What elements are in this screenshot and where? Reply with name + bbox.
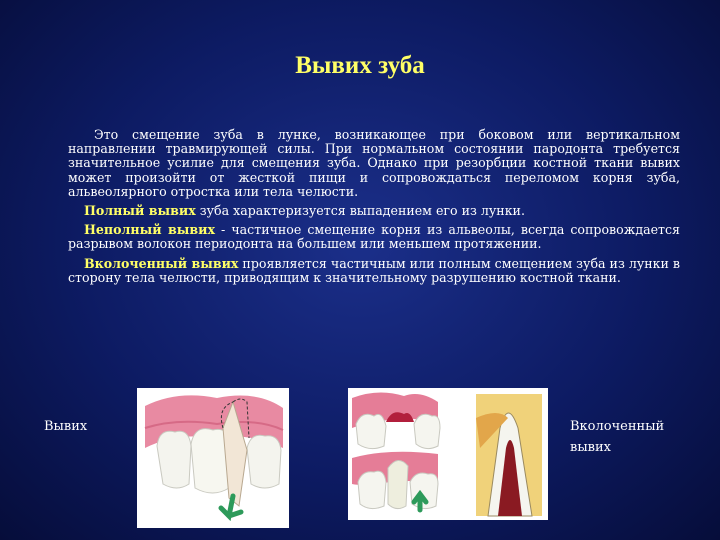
impacted-dislocation-term: Вколоченный вывих: [84, 255, 239, 271]
intro-paragraph: Это смещение зуба в лунке, возникающее при боковом или вертикальном направлении травмирующей силы. При нормальном состоянии пародонта требуется значительное усилие для смещения зуба. Однако при резорбции костной ткани вывих может произойти от жесткой пищи и сопровождаться переломом корня зуба, альвеолярного отростка или тела челюсти.: [68, 127, 680, 199]
impacted-dislocation-text: проявляется частичным или полным смещением зуба из лунки в сторону тела челюсти, приводящим к значительному разрушению костной ткани.: [68, 255, 680, 285]
impacted-tooth-illustration: [348, 388, 548, 520]
body-text: [68, 128, 680, 290]
incomplete-dislocation-paragraph: [68, 223, 680, 251]
full-dislocation-text: зуба характеризуется выпадением его из лунки.: [195, 203, 525, 219]
incomplete-dislocation-term: Неполный вывих: [84, 222, 215, 238]
full-dislocation-paragraph: [68, 204, 680, 218]
slide-title: Вывих зуба: [295, 52, 425, 79]
impacted-dislocation-paragraph: [68, 257, 680, 285]
label-impacted-dislocation: Вколоченный вывих: [570, 419, 665, 455]
full-dislocation-term: Полный вывих: [84, 203, 196, 219]
incomplete-dislocation-text: - частичное смещение корня из альвеолы, всегда сопровождается разрывом волокон периодонта на большем или меньшем протяжении.: [68, 222, 680, 252]
dislocated-tooth-illustration: [137, 388, 289, 528]
label-dislocation: Вывих: [44, 419, 88, 434]
